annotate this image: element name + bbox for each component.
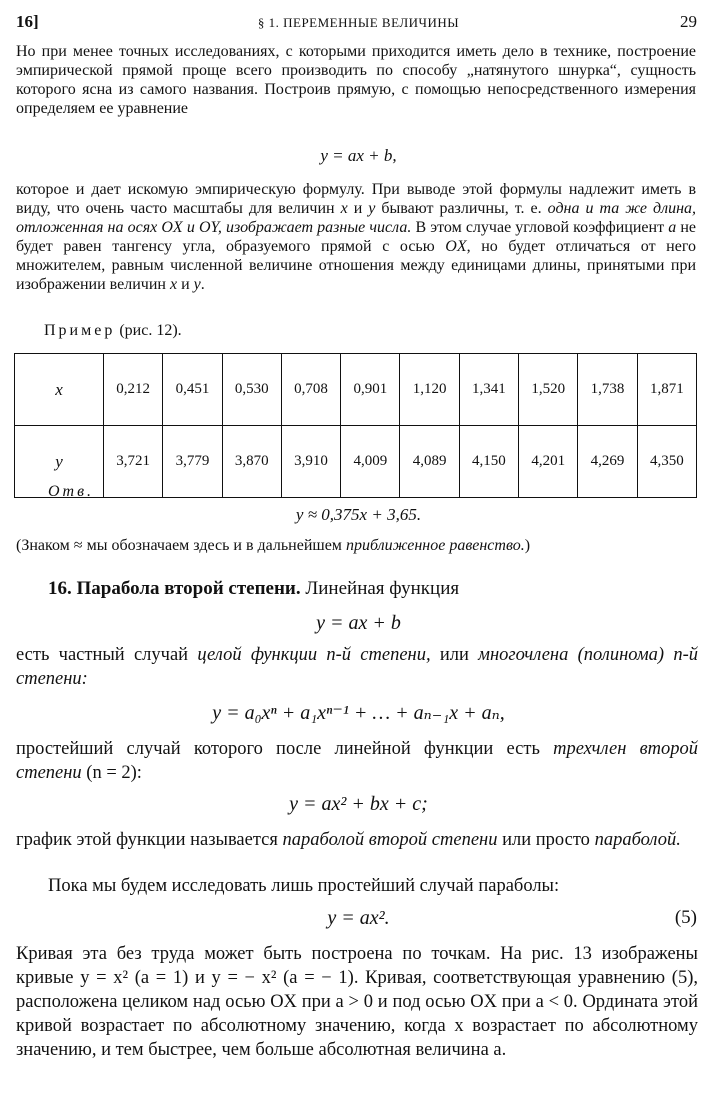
table-cell: 4,269: [578, 426, 637, 498]
running-head-title: § 1. ПЕРЕМЕННЫЕ ВЕЛИЧИНЫ: [257, 15, 460, 30]
row-label-x: x: [15, 354, 104, 426]
table-cell: 3,910: [281, 426, 340, 498]
equation-polynomial: y = a₀xⁿ + a₁xⁿ⁻¹ + … + aₙ₋₁x + aₙ,: [212, 702, 505, 724]
example-heading: Пример (рис. 12).: [44, 322, 182, 339]
paragraph-parabola-name: график этой функции называется параболой второй степени или просто параболой.: [16, 830, 681, 850]
emphasis-scales: одна и та же длина, отложенная на осях OX и OY, изображает разные числа.: [16, 200, 697, 236]
approx-note: (Знаком ≈ мы обозначаем здесь и в дальнейшем приближенное равенство.): [16, 537, 531, 554]
table-cell: 0,212: [104, 354, 163, 426]
table-cell: 0,451: [163, 354, 222, 426]
table-cell: 4,150: [459, 426, 518, 498]
data-table: [14, 353, 697, 498]
table-cell: 1,120: [400, 354, 459, 426]
paragraph-simplest-case: Пока мы будем исследовать лишь простейший случай параболы:: [48, 876, 560, 896]
table-cell: 1,738: [578, 354, 637, 426]
table-cell: 4,201: [519, 426, 578, 498]
row-label-y: y: [15, 426, 104, 498]
table-cell: 4,350: [637, 426, 696, 498]
table-cell: 4,009: [341, 426, 400, 498]
table-row-x: [15, 354, 697, 426]
paragraph-curve-description: Кривая эта без труда может быть построена по точкам. На рис. 13 изображены кривые y = x² (a = 1) и y = − x² (a = − 1). Кривая, соответствующая уравнению (5), расположена целиком над осью OX при a > 0 и под осью OX при a < 0. Ордината этой кривой возрастает по абсолютному значению, когда x возрастает по абсолютному значению, и тем быстрее, чем больше абсолютная величина a.: [16, 944, 698, 1060]
answer-equation: y ≈ 0,375x + 3,65.: [295, 505, 422, 524]
running-head-left: 16]: [16, 12, 39, 31]
table-cell: 0,708: [281, 354, 340, 426]
paragraph-scales: которое и дает искомую эмпирическую формулу. При выводе этой формулы надлежит иметь в виду, что очень часто масштабы для величин x и y бывают различны, т. е. одна и та же длина, отложенная на осях OX и OY, изображает разные числа. В этом случае угловой коэффициент a не будет равен тангенсу угла, образуемого прямой с осью OX, но будет отличаться от него множителем, равным численной величине отношения между единицами длины, принятыми при изображении величин x и y.: [16, 181, 697, 293]
answer-label: Отв.: [48, 483, 95, 500]
section-title: 16. Парабола второй степени.: [48, 578, 301, 599]
table-cell: 3,721: [104, 426, 163, 498]
page-number: 29: [680, 12, 697, 31]
table-cell: 3,779: [163, 426, 222, 498]
table-cell: 3,870: [222, 426, 281, 498]
paragraph-string-method: Но при менее точных исследованиях, с которыми приходится иметь дело в технике, построение эмпирической прямой проще всего производить по способу „натянутого шнурка“, сущность которого ясна из самого названия. Построив прямую, с помощью непосредственного измерения определяем ее уравнение: [16, 43, 696, 117]
table-row-y: [15, 426, 697, 498]
paragraph-trinomial: простейший случай которого после линейной функции есть трехчлен второй степени (n = 2):: [16, 739, 698, 783]
equation-linear: y = ax + b: [316, 612, 401, 634]
table-cell: 0,530: [222, 354, 281, 426]
table-cell: 0,901: [341, 354, 400, 426]
equation-parabola: y = ax².: [327, 907, 390, 929]
table-cell: 1,871: [637, 354, 696, 426]
paragraph-polynomial: есть частный случай целой функции n-й степени, или многочлена (полинома) n-й степени:: [16, 645, 698, 689]
table-cell: 1,341: [459, 354, 518, 426]
equation-number: (5): [674, 907, 697, 928]
equation-trinomial: y = ax² + bx + c;: [289, 793, 428, 815]
table-cell: 1,520: [519, 354, 578, 426]
table-cell: 4,089: [400, 426, 459, 498]
section-heading: 16. Парабола второй степени. Линейная функция: [48, 578, 460, 599]
equation-line: y = ax + b,: [320, 146, 397, 165]
